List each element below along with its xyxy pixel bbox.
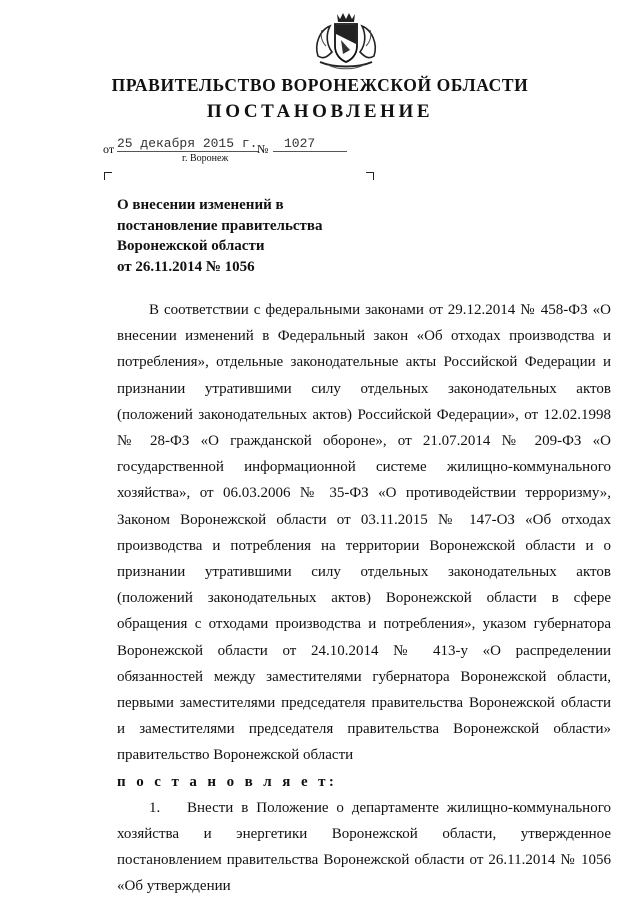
item-text: Внести в Положение о департаменте жилищно-коммунального хозяйства и энергетики Воронежской области, утвержденное постановлением правительства Воронежской области от 26.11.2014 № 1056 «Об утверждении <box>117 799 611 895</box>
document-date: 25 декабря 2015 г. <box>117 136 258 151</box>
number-underline <box>273 151 347 152</box>
organization-title: ПРАВИТЕЛЬСТВО ВОРОНЕЖСКОЙ ОБЛАСТИ <box>111 75 529 95</box>
corner-mark-left <box>104 172 112 180</box>
document-body <box>117 297 611 900</box>
preamble-paragraph <box>117 297 611 769</box>
document-type-title: ПОСТАНОВЛЕНИЕ <box>206 101 434 122</box>
resolve-word: п о с т а н о в л я е т: <box>117 773 338 790</box>
document-subject <box>117 195 357 277</box>
city-label: г. Воронеж <box>182 153 229 164</box>
number-prefix: № <box>257 142 269 156</box>
subject-line: Воронежской области <box>117 238 265 254</box>
resolve-paragraph <box>117 769 611 795</box>
date-underline <box>117 151 259 152</box>
item-paragraph <box>117 795 611 900</box>
subject-line: постановление правительства <box>117 217 323 234</box>
item-number: 1. <box>149 799 161 816</box>
preamble-text: В соответствии с федеральными законами от 29.12.2014 № 458-ФЗ «О внесении изменений в Федеральный закон «Об отходах производства и потребления», отдельные законодательные акты Российской Федерации и признании утратившими силу отдельных законодательных актов (положений законодательных актов) Российской Федерации», от 12.02.1998 № 28-ФЗ «О гражданской обороне», от 21.07.2014 № 209-ФЗ «О государственной информационной системе жилищно-коммунального хозяйства», от 06.03.2006 № 35-ФЗ «О противодействии терроризму», Законом Воронежской области от 03.11.2015 № 147-ОЗ «Об отходах производства и потребления на территории Воронежской области и о признании утратившими силу отдельных законодательных актов (положений законодательных актов) Воронежской области в сфере обращения с отходами производства и потребления», указом губернатора Воронежской области от 24.10.2014 № 413-у «О распределении обязанностей между заместителями губернатора Воронежской области, первыми заместителями председателя правительства Воронежской области и заместителями председателя правительства Воронежской области» правительство Воронежской области <box>117 302 611 764</box>
date-prefix: от <box>103 142 115 156</box>
corner-mark-right <box>366 172 374 180</box>
document-number: 1027 <box>284 136 316 151</box>
subject-line: от 26.11.2014 № 1056 <box>117 258 255 275</box>
subject-line: О внесении изменений в <box>117 197 284 213</box>
coat-of-arms-icon <box>310 10 382 72</box>
